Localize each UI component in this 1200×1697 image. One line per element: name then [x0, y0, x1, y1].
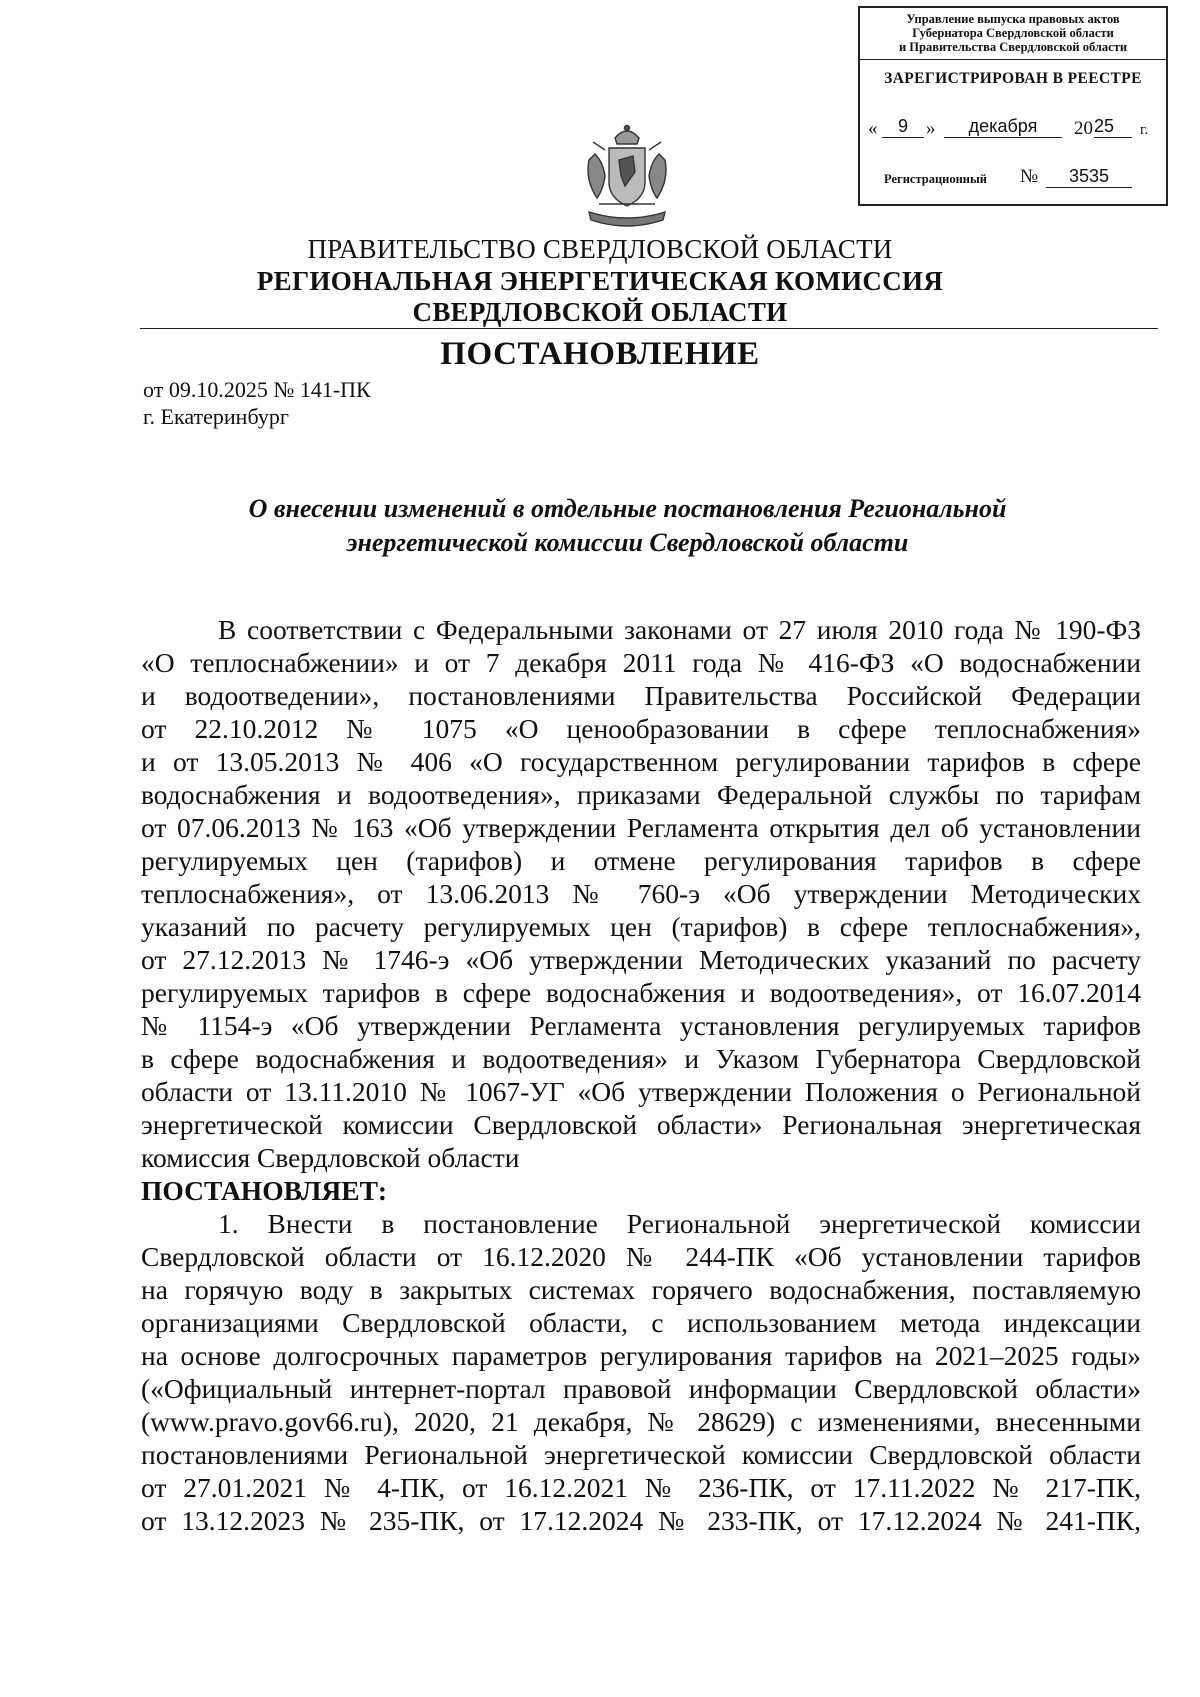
stamp-header-line: и Правительства Свердловской области: [898, 40, 1128, 54]
commission-name-line-2: СВЕРДЛОВСКОЙ ОБЛАСТИ: [412, 297, 788, 327]
body-line: организациями Свердловской области, с использованием метода индексации: [141, 1307, 1141, 1338]
header-divider: [140, 328, 1158, 329]
stamp-header-line: Губернатора Свердловской области: [912, 26, 1114, 40]
title-line: энергетической комиссии Свердловской области: [346, 528, 909, 557]
body-line: Свердловской области от 16.12.2020 № 244-ПК «Об установлении тарифов: [141, 1241, 1141, 1272]
body-line: от 27.01.2021 № 4-ПК, от 16.12.2021 № 236-ПК, от 17.11.2022 № 217-ПК,: [141, 1472, 1141, 1503]
stamp-day: 9: [882, 116, 924, 138]
stamp-reg-label: Регистрационный: [884, 172, 987, 186]
stamp-year-prefix: 20: [1074, 118, 1093, 139]
body-line: от 13.12.2023 № 235-ПК, от 17.12.2024 № 233-ПК, от 17.12.2024 № 241-ПК,: [141, 1505, 1141, 1536]
body-line: в сфере водоснабжения и водоотведения» и Указом Губернатора Свердловской: [141, 1043, 1141, 1074]
body-line: энергетической комиссии Свердловской области» Региональная энергетическая: [141, 1109, 1141, 1140]
registration-stamp: [858, 6, 1168, 206]
stamp-header: [860, 8, 1166, 60]
body-line: и от 13.05.2013 № 406 «О государственном регулировании тарифов в сфере: [141, 746, 1141, 777]
body-line: № 1154-э «Об утверждении Регламента установления регулируемых тарифов: [141, 1010, 1141, 1041]
stamp-year-abbr: г.: [1140, 122, 1149, 138]
stamp-open-quote: «: [868, 118, 878, 139]
body-line: 1. Внести в постановление Региональной энергетической комиссии: [218, 1208, 1141, 1239]
stamp-date: [868, 118, 1164, 144]
body-line: комиссия Свердловской области: [141, 1142, 520, 1173]
body-line: постановлениями Региональной энергетической комиссии Свердловской области: [141, 1439, 1141, 1470]
document-city: г. Екатеринбург: [143, 404, 289, 429]
stamp-registered-label: ЗАРЕГИСТРИРОВАН В РЕЕСТРЕ: [884, 70, 1142, 87]
stamp-reg-number: 3535: [1046, 166, 1132, 188]
document-title: [160, 492, 1095, 560]
body-line: от 27.12.2013 № 1746-э «Об утверждении Методических указаний по расчету: [141, 944, 1141, 975]
stamp-month: декабря: [944, 116, 1062, 138]
stamp-header-line: Управление выпуска правовых актов: [906, 12, 1120, 26]
body-line: «О теплоснабжении» и от 7 декабря 2011 года № 416-ФЗ «О водоснабжении: [141, 647, 1141, 678]
body-line: на основе долгосрочных параметров регулирования тарифов на 2021–2025 годы»: [141, 1340, 1141, 1371]
commission-name-line-1: РЕГИОНАЛЬНАЯ ЭНЕРГЕТИЧЕСКАЯ КОМИССИЯ: [256, 266, 944, 296]
body-line: и водоотведении», постановлениями Правительства Российской Федерации: [141, 680, 1141, 711]
body-line: от 22.10.2012 № 1075 «О ценообразовании в сфере теплоснабжения»: [141, 713, 1141, 744]
resolves-heading: ПОСТАНОВЛЯЕТ:: [141, 1175, 388, 1206]
body-line: от 07.06.2013 № 163 «Об утверждении Регламента открытия дел об установлении: [141, 812, 1141, 843]
title-line: О внесении изменений в отдельные постановления Региональной: [248, 494, 1007, 523]
government-name: ПРАВИТЕЛЬСТВО СВЕРДЛОВСКОЙ ОБЛАСТИ: [307, 234, 893, 264]
body-line: теплоснабжения», от 13.06.2013 № 760-э «Об утверждении Методических: [141, 878, 1141, 909]
body-line: указаний по расчету регулируемых цен (тарифов) в сфере теплоснабжения»,: [141, 911, 1141, 942]
body-line: (www.pravo.gov66.ru), 2020, 21 декабря, № 28629) с изменениями, внесенными: [141, 1406, 1141, 1437]
body-line: В соответствии с Федеральными законами от 27 июля 2010 года № 190-ФЗ: [218, 614, 1141, 645]
body-line: регулируемых цен (тарифов) и отмене регулирования тарифов в сфере: [141, 845, 1141, 876]
coat-of-arms-emblem: [575, 120, 679, 230]
document-date-number: от 09.10.2025 № 141-ПК: [143, 377, 371, 402]
document-type: ПОСТАНОВЛЕНИЕ: [440, 336, 760, 372]
body-line: водоснабжения и водоотведения», приказами Федеральной службы по тарифам: [141, 779, 1141, 810]
body-line: («Официальный интернет-портал правовой информации Свердловской области»: [141, 1373, 1141, 1404]
stamp-year-suffix: 25: [1094, 116, 1132, 138]
body-line: регулируемых тарифов в сфере водоснабжения и водоотведения», от 16.07.2014: [141, 977, 1141, 1008]
stamp-number-sign: №: [1020, 166, 1039, 187]
stamp-close-quote: »: [926, 118, 936, 139]
body-line: на горячую воду в закрытых системах горячего водоснабжения, поставляемую: [141, 1274, 1141, 1305]
stamp-reg-number-row: [884, 166, 1164, 192]
body-line: области от 13.11.2010 № 1067-УГ «Об утверждении Положения о Региональной: [141, 1076, 1141, 1107]
